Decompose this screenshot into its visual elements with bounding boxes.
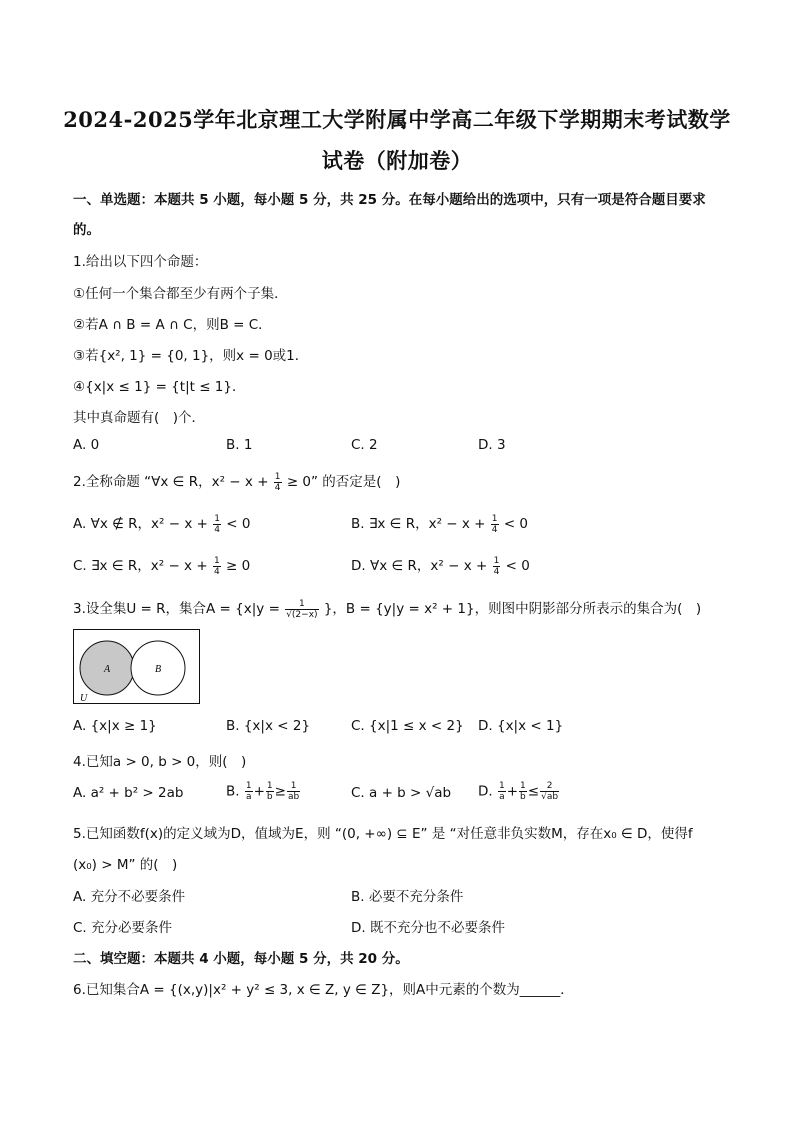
venn-label-b: B	[155, 664, 162, 675]
q2-fraction	[274, 472, 282, 493]
q1-stem: 1.给出以下四个命题：	[73, 254, 208, 270]
q4-option-d-frac-1a-den: a	[499, 792, 505, 802]
q4-option-d-plus: +	[506, 783, 519, 800]
q1-option-b: B. 1	[226, 437, 253, 453]
q5-option-d: D. 既不充分也不必要条件	[351, 920, 505, 936]
q4-option-b-frac-1b-den: b	[266, 792, 273, 802]
q4-option-d-frac-2ab-den: √ab	[541, 792, 559, 802]
q2-option-a-frac-num: 1	[214, 513, 220, 524]
q2-option-d-frac-num: 1	[493, 555, 500, 566]
q4-option-b-frac-ab	[287, 781, 300, 802]
q4-option-d-frac-2ab-num: 2	[540, 781, 559, 792]
exam-title-line2: 试卷（附加卷）	[321, 148, 473, 173]
q4-option-d	[478, 781, 560, 802]
q5-stem-line2: (x₀) > M” 的( )	[73, 857, 178, 873]
q4-stem: 4.已知a > 0, b > 0，则( )	[73, 754, 247, 770]
q4-option-d-le: ≤	[527, 783, 540, 800]
venn-label-a: A	[104, 664, 111, 675]
venn-diagram	[73, 629, 201, 705]
venn-label-u: U	[80, 693, 88, 704]
q2-option-d-pre: D. ∀x ∈ R，x² − x +	[351, 558, 488, 574]
q3-option-d: D. {x|x < 1}	[478, 718, 564, 734]
q1-option-d: D. 3	[478, 437, 506, 453]
q6-stem: 6.已知集合A = {(x,y)|x² + y² ≤ 3, x ∈ Z, y ∈ Z}，则A中元素的个数为______．	[73, 982, 574, 998]
q2-option-c-frac-den: 4	[213, 566, 220, 577]
q4-option-b	[226, 781, 301, 802]
q3-stem	[73, 597, 701, 620]
q3-stem-end: }，B = {y|y = x² + 1}，则图中阴影部分所表示的集合为( )	[323, 601, 702, 617]
q2-option-b-frac-den: 4	[491, 524, 498, 535]
q4-option-d-frac-1b-num: 1	[520, 781, 526, 791]
q2-stem-start: 2.全称命题 “∀x ∈ R，x² − x +	[73, 474, 269, 490]
q1-option-c: C. 2	[351, 437, 378, 453]
q1-statement-1: ①任何一个集合都至少有两个子集．	[73, 286, 288, 302]
q2-option-b-post: < 0	[503, 516, 529, 532]
q4-option-b-frac-1a	[245, 781, 253, 802]
q3-fraction	[285, 599, 318, 620]
q4-option-b-frac-1b-num: 1	[266, 781, 273, 791]
q2-option-a-post: < 0	[226, 516, 251, 532]
q2-frac-den: 4	[274, 482, 281, 493]
q2-option-a-frac-den: 4	[214, 524, 220, 535]
q1-statement-4: ④{x|x ≤ 1} = {t|t ≤ 1}．	[73, 379, 246, 395]
q2-option-b	[351, 512, 528, 535]
q2-option-b-frac	[491, 514, 499, 535]
q1-question: 其中真命题有( )个．	[73, 410, 206, 426]
q4-option-d-frac-1b-den: b	[520, 792, 526, 802]
q2-option-d-frac-den: 4	[493, 566, 500, 577]
q4-option-d-label: D.	[478, 783, 493, 800]
q4-option-d-frac-1a-num: 1	[498, 781, 505, 791]
q1-statement-3: ③若{x², 1} = {0, 1}，则x = 0或1．	[73, 348, 309, 364]
section1-heading-cont: 的。	[73, 222, 100, 238]
q5-option-c: C. 充分必要条件	[73, 920, 173, 936]
q2-option-d	[351, 554, 530, 577]
q4-option-b-frac-ab-den: ab	[287, 792, 300, 802]
q2-option-c	[73, 554, 250, 577]
q2-option-b-frac-num: 1	[491, 513, 498, 524]
q4-option-c: C. a + b > √ab	[351, 785, 452, 801]
q4-option-b-label: B.	[226, 783, 240, 800]
q2-option-c-frac-num: 1	[213, 555, 220, 566]
q3-frac-den: √(2−x)	[286, 609, 318, 620]
q4-option-b-frac-1a-den: a	[245, 792, 252, 802]
q4-option-d-frac-2ab	[540, 781, 559, 802]
q4-option-a: A. a² + b² > 2ab	[73, 785, 184, 801]
q4-option-b-frac-1b	[266, 781, 274, 802]
section2-heading: 二、填空题：本题共 4 小题，每小题 5 分，共 20 分。	[73, 951, 409, 967]
q4-option-b-frac-1a-num: 1	[245, 781, 252, 791]
q2-option-a-pre: A. ∀x ∉ R，x² − x +	[73, 516, 208, 532]
q3-frac-num: 1	[285, 599, 318, 610]
q2-frac-num: 1	[274, 471, 281, 482]
q4-option-b-frac-ab-num: 1	[287, 781, 300, 792]
q2-option-c-pre: C. ∃x ∈ R，x² − x +	[73, 558, 208, 574]
q2-option-d-frac	[493, 556, 501, 577]
q2-option-b-pre: B. ∃x ∈ R，x² − x +	[351, 516, 486, 532]
q1-statement-2: ②若A ∩ B = A ∩ C，则B = C．	[73, 317, 272, 333]
q3-stem-start: 3.设全集U = R，集合A = {x|y =	[73, 601, 280, 617]
q2-stem-end: ≥ 0” 的否定是( )	[286, 474, 401, 490]
section1-heading: 一、单选题：本题共 5 小题，每小题 5 分，共 25 分。在每小题给出的选项中，只有一项是符合题目要求	[73, 192, 706, 208]
q4-option-b-ge: ≥	[274, 783, 286, 800]
q2-option-c-post: ≥ 0	[225, 558, 251, 574]
exam-title-line1: 2024-2025学年北京理工大学附属中学高二年级下学期期末考试数学	[63, 107, 731, 132]
q2-option-d-post: < 0	[505, 558, 530, 574]
q2-option-a-frac	[213, 514, 221, 535]
q3-option-a: A. {x|x ≥ 1}	[73, 718, 157, 734]
q3-option-c: C. {x|1 ≤ x < 2}	[351, 718, 464, 734]
q4-option-d-frac-1b	[519, 781, 527, 802]
q2-option-a	[73, 512, 250, 535]
q4-option-d-frac-1a	[498, 781, 506, 802]
q5-option-b: B. 必要不充分条件	[351, 889, 464, 905]
q1-option-a: A. 0	[73, 437, 100, 453]
q5-option-a: A. 充分不必要条件	[73, 889, 186, 905]
q4-option-b-plus: +	[253, 783, 265, 800]
q5-stem-line1: 5.已知函数f(x)的定义域为D，值域为E，则 “(0, +∞) ⊆ E” 是 “对任意非负实数M，存在x₀ ∈ D，使得f	[73, 826, 693, 842]
q2-option-c-frac	[213, 556, 221, 577]
q3-option-b: B. {x|x < 2}	[226, 718, 311, 734]
q2-stem	[73, 470, 400, 493]
